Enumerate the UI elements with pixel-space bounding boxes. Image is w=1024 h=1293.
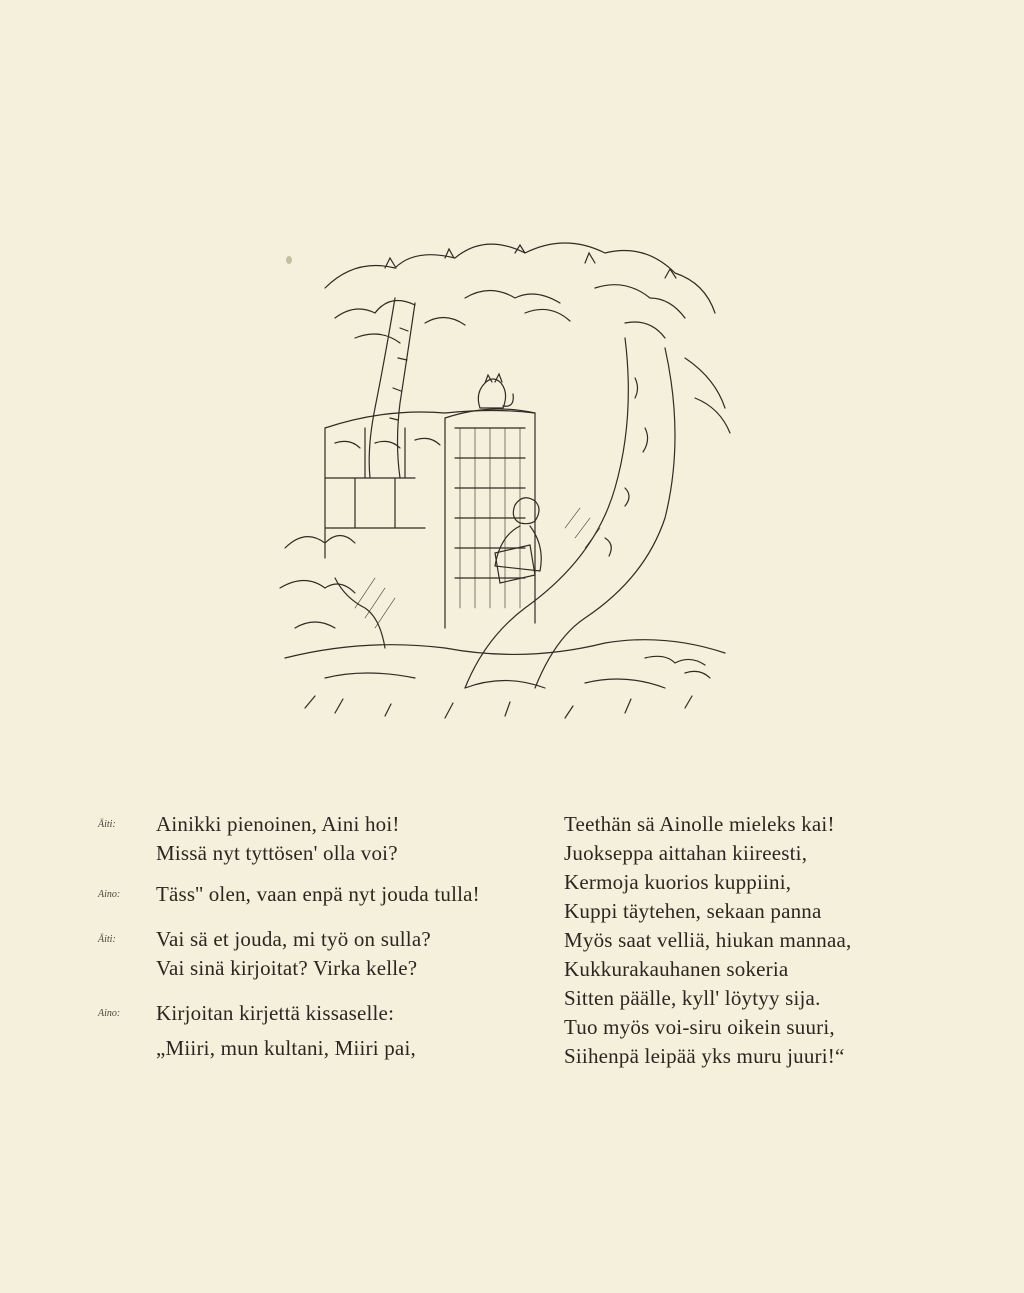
illustration-drawing (265, 228, 765, 738)
speaker-label: Aino: (98, 1008, 121, 1019)
verse-line: Vai sinä kirjoitat? Virka kelle? (156, 956, 418, 980)
speaker-label: Aino: (98, 889, 121, 900)
speaker-label: Äiti: (98, 819, 116, 830)
verse-line: Kermoja kuorios kuppiini, (564, 870, 792, 894)
speaker-label: Äiti: (98, 934, 116, 945)
stanza-4 (98, 999, 548, 1063)
verse-line: Kirjoitan kirjettä kissaselle: (156, 1001, 395, 1025)
verse-line: „Miiri, mun kultani, Miiri pai, (156, 1036, 416, 1060)
verse-line: Siihenpä leipää yks muru juuri!“ (564, 1044, 845, 1068)
dialogue-left-column (98, 810, 548, 1063)
stanza-3 (98, 925, 548, 983)
verse-line: Ainikki pienoinen, Aini hoi! (156, 812, 400, 836)
verse-line: Kukkurakauhanen sokeria (564, 957, 789, 981)
illustration (265, 228, 765, 738)
verse-line: Sitten päälle, kyll' löytyy sija. (564, 986, 821, 1010)
verse-line: Myös saat velliä, hiukan mannaa, (564, 928, 852, 952)
stanza-2 (98, 880, 548, 909)
verse-right-column (564, 810, 964, 1071)
stanza-1 (98, 810, 548, 868)
verse-line: Kuppi täytehen, sekaan panna (564, 899, 822, 923)
verse-line: Tuo myös voi-siru oikein suuri, (564, 1015, 835, 1039)
verse-line: Teethän sä Ainolle mieleks kai! (564, 812, 835, 836)
verse-line: Juokseppa aittahan kiireesti, (564, 841, 808, 865)
verse-line: Missä nyt tyttösen' olla voi? (156, 841, 398, 865)
verse-line: Vai sä et jouda, mi työ on sulla? (156, 927, 431, 951)
verse-line: Täss'' olen, vaan enpä nyt jouda tulla! (156, 882, 480, 906)
